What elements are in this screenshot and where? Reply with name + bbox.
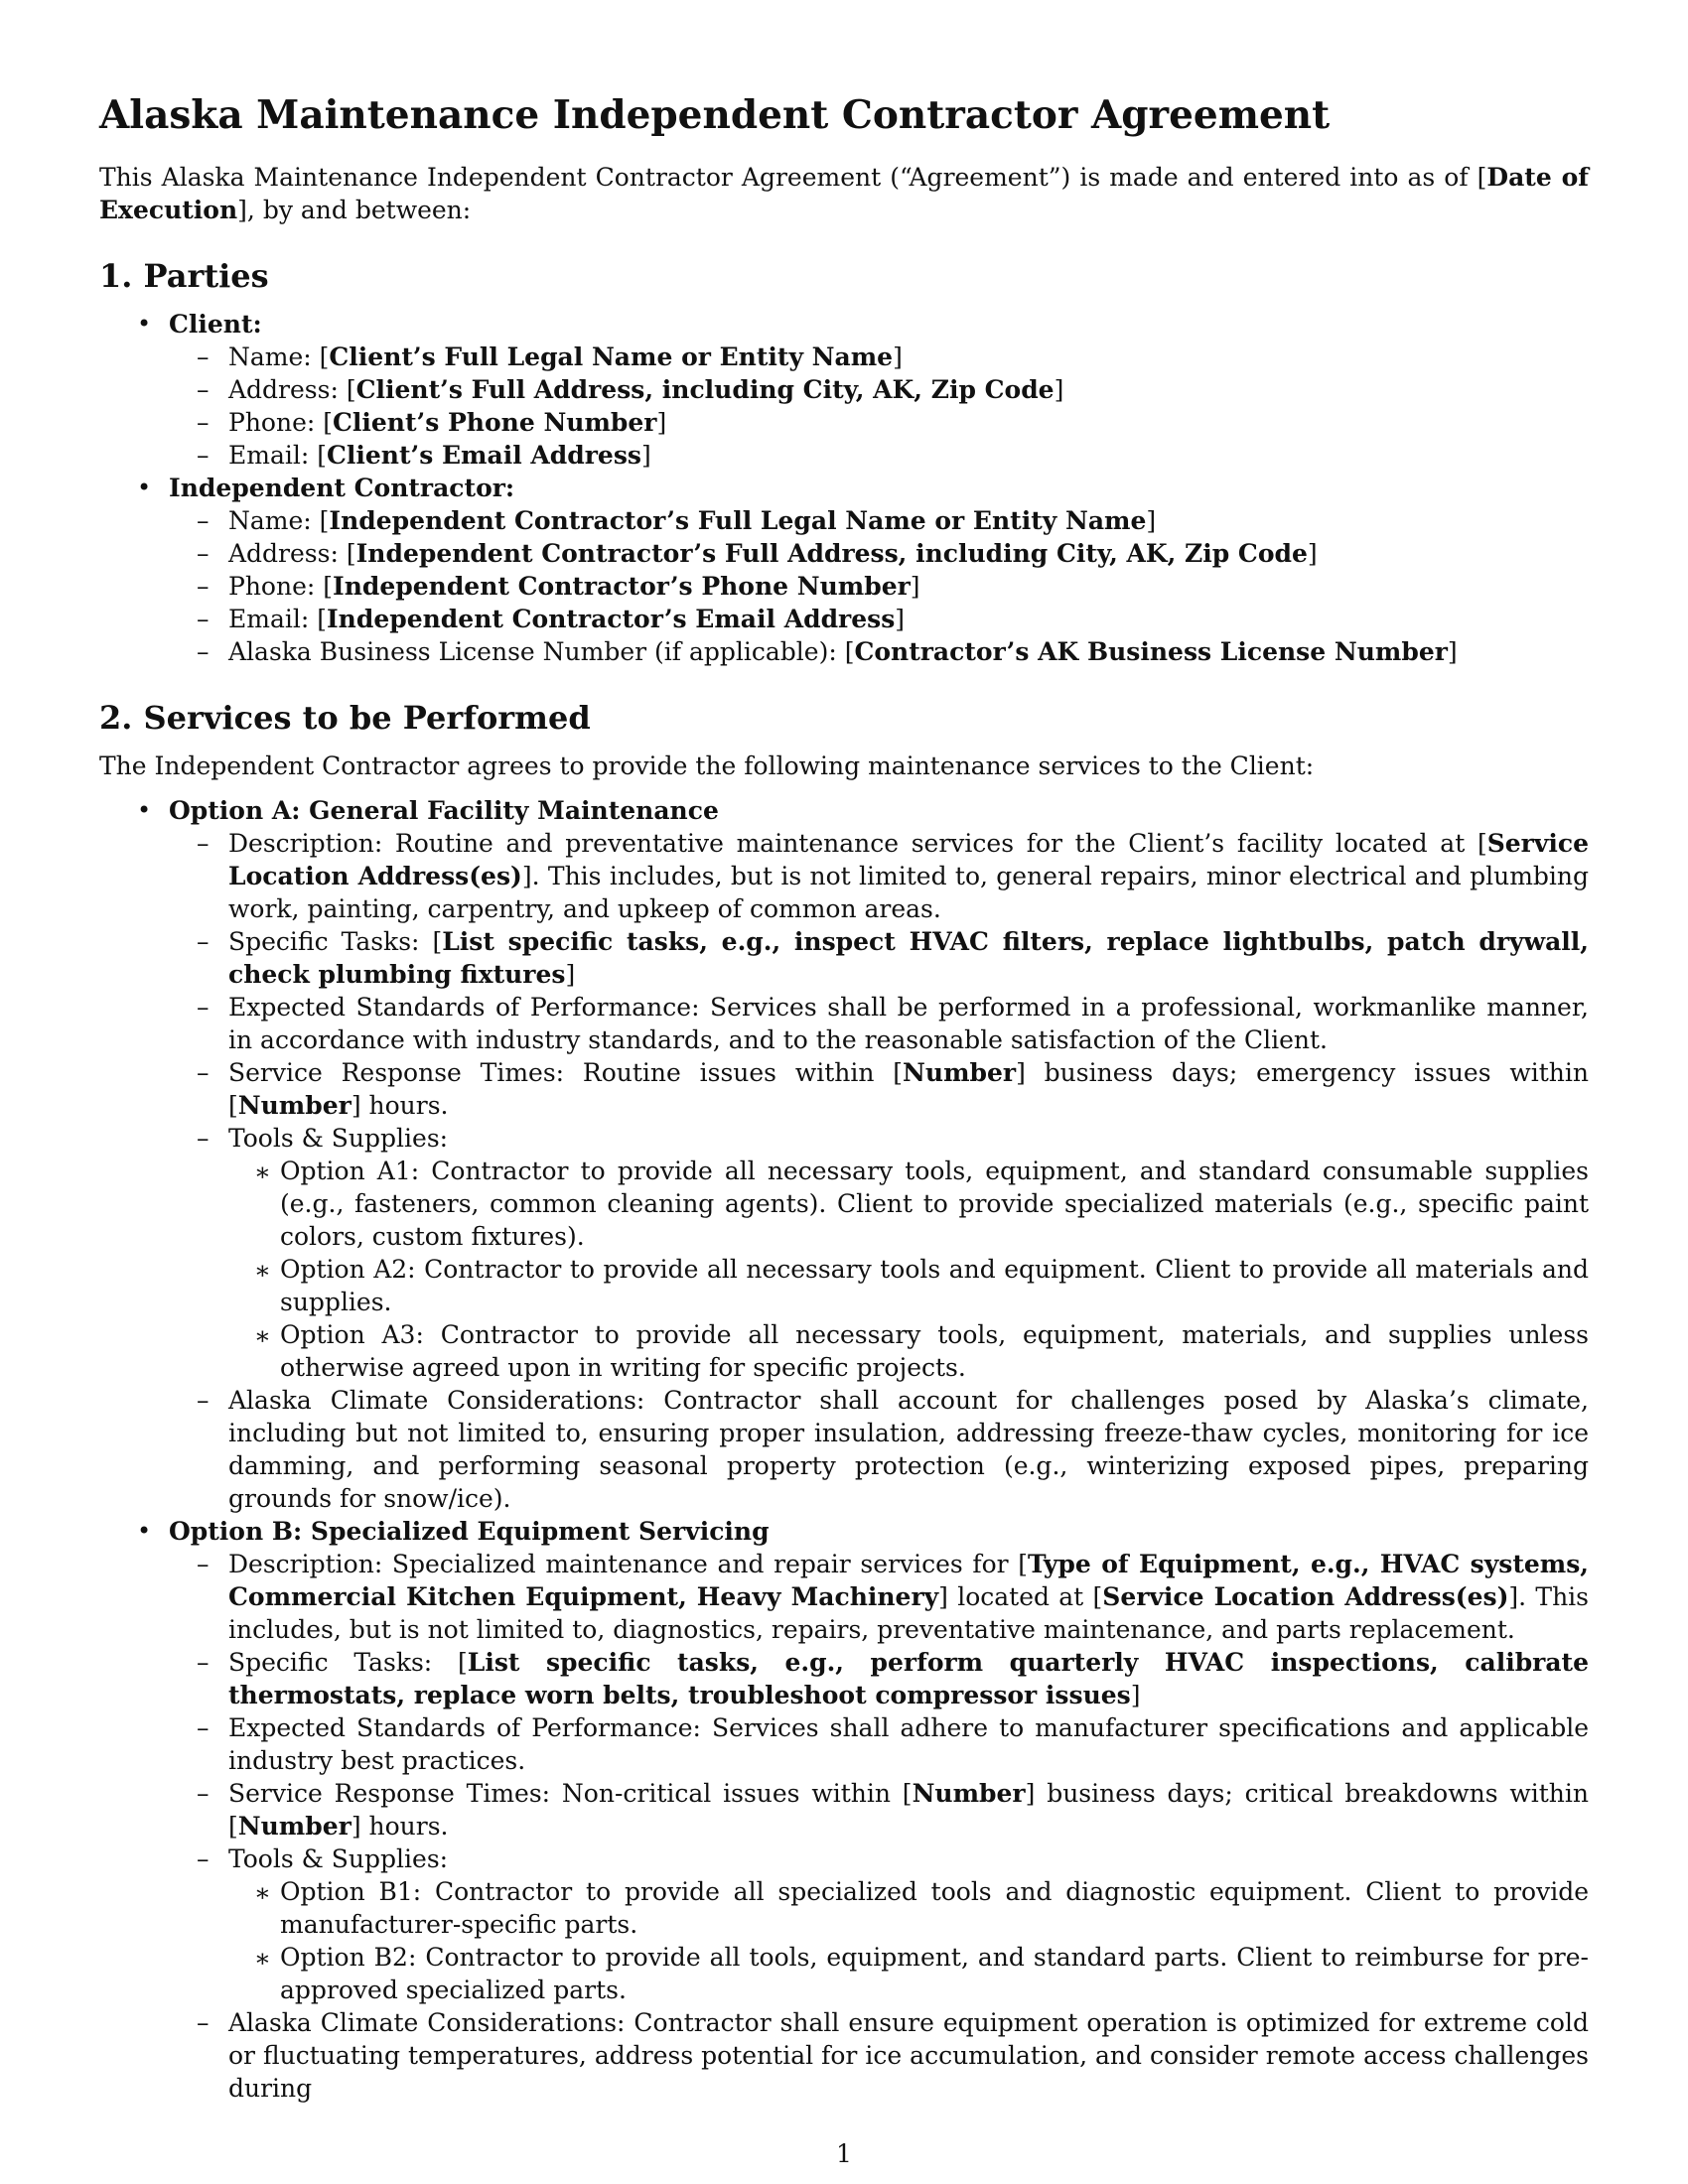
field-placeholder: Independent Contractor’s Full Address, including City, AK, Zip Code bbox=[355, 539, 1308, 568]
option-b-description bbox=[169, 1548, 1589, 1646]
text: Specific Tasks: [ bbox=[228, 1648, 468, 1677]
client-email-field bbox=[169, 439, 1589, 472]
services-intro: The Independent Contractor agrees to provide the following maintenance services to the Client: bbox=[99, 751, 1315, 780]
party-client bbox=[99, 308, 1589, 472]
section-heading-parties: 1. Parties bbox=[99, 257, 269, 295]
field-placeholder: Independent Contractor’s Email Address bbox=[326, 605, 896, 633]
field-end: ] bbox=[910, 572, 920, 601]
field-end: ] bbox=[1307, 539, 1318, 568]
field-placeholder: Client’s Email Address bbox=[326, 441, 641, 470]
text: Description: Specialized maintenance and repair services for [ bbox=[228, 1550, 1029, 1578]
option-b-climate: – Alaska Climate Considerations: Contractor shall ensure equipment operation is optimized for extreme cold or fluctuating temperatures, address potential for ice accumulation, and consider remote access challenges during bbox=[169, 2006, 1589, 2105]
field-placeholder: Independent Contractor’s Full Legal Name or Entity Name bbox=[329, 506, 1147, 535]
option-a-response-times bbox=[169, 1056, 1589, 1122]
field-end: ] bbox=[1146, 506, 1157, 535]
option-a bbox=[99, 794, 1589, 1515]
placeholder: Number bbox=[903, 1058, 1017, 1087]
client-fields bbox=[169, 341, 1589, 472]
placeholder: Service Location Address(es) bbox=[228, 829, 1589, 890]
option-b-tools bbox=[169, 1843, 1589, 2006]
option-a-items bbox=[169, 827, 1589, 1515]
text: ] bbox=[565, 960, 576, 989]
text: Description: Routine and preventative maintenance services for the Client’s facility located at [ bbox=[228, 829, 1487, 858]
field-label: Email: [ bbox=[228, 441, 327, 470]
placeholder: Number bbox=[237, 1091, 352, 1120]
text: ]. This includes, but is not limited to, diagnostics, repairs, preventative maintenance, and parts replacement. bbox=[228, 1582, 1590, 1644]
field-placeholder: Contractor’s AK Business License Number bbox=[854, 637, 1448, 666]
placeholder: Service Location Address(es) bbox=[1102, 1582, 1509, 1611]
option-b bbox=[99, 1515, 1589, 2105]
tools-label: Tools & Supplies: bbox=[228, 1124, 449, 1153]
text: ]. This includes, but is not limited to, general repairs, minor electrical and plumbing work, painting, carpentry, and upkeep of common areas. bbox=[228, 862, 1589, 923]
option-b-items bbox=[169, 1548, 1589, 2105]
field-placeholder: Client’s Phone Number bbox=[333, 408, 657, 437]
field-label: Address: [ bbox=[228, 539, 356, 568]
text: ] bbox=[1130, 1681, 1141, 1709]
text: Specific Tasks: [ bbox=[228, 927, 443, 956]
option-a1: ∗ Option A1: Contractor to provide all necessary tools, equipment, and standard consumable supplies (e.g., fasteners, common cleaning agents). Client to provide specialized materials (e.g., specific paint colors, custom fixtures). bbox=[228, 1155, 1589, 1253]
date-placeholder: Date of Execution bbox=[99, 163, 1589, 224]
field-end: ] bbox=[895, 605, 906, 633]
option-b-label: Option B: Specialized Equipment Servicing bbox=[169, 1517, 770, 1546]
option-a-tools bbox=[169, 1122, 1589, 1384]
placeholder: List specific tasks, e.g., perform quarterly HVAC inspections, calibrate thermostats, replace worn belts, troubleshoot compressor issues bbox=[228, 1648, 1589, 1709]
option-a3: ∗ Option A3: Contractor to provide all necessary tools, equipment, materials, and supplies unless otherwise agreed upon in writing for specific projects. bbox=[228, 1318, 1589, 1384]
field-label: Phone: [ bbox=[228, 572, 333, 601]
contractor-name-field bbox=[169, 504, 1589, 537]
option-b2: ∗ Option B2: Contractor to provide all tools, equipment, and standard parts. Client to reimburse for pre-approved specialized parts. bbox=[228, 1941, 1589, 2006]
field-end: ] bbox=[1054, 375, 1064, 404]
contractor-label: Independent Contractor: bbox=[169, 474, 515, 502]
field-label: Address: [ bbox=[228, 375, 356, 404]
contractor-fields bbox=[169, 504, 1589, 668]
field-end: ] bbox=[656, 408, 667, 437]
parties-list bbox=[99, 308, 1589, 668]
text: ] business days; critical breakdowns within [ bbox=[228, 1779, 1589, 1841]
text: ] hours. bbox=[351, 1091, 449, 1120]
field-label: Alaska Business License Number (if applicable): [ bbox=[228, 637, 855, 666]
intro-tail: ], by and between: bbox=[237, 196, 472, 224]
text: Service Response Times: Routine issues within [ bbox=[228, 1058, 904, 1087]
field-placeholder: Client’s Full Legal Name or Entity Name bbox=[329, 342, 894, 371]
contractor-phone-field bbox=[169, 570, 1589, 603]
field-label: Email: [ bbox=[228, 605, 327, 633]
option-a-standards: – Expected Standards of Performance: Services shall be performed in a professional, workmanlike manner, in accordance with industry standards, and to the reasonable satisfaction of the Client. bbox=[169, 991, 1589, 1056]
intro-paragraph bbox=[99, 161, 1589, 226]
field-end: ] bbox=[1447, 637, 1458, 666]
client-name-field bbox=[169, 341, 1589, 373]
document-title: Alaska Maintenance Independent Contractor Agreement bbox=[99, 92, 1331, 138]
page-number: 1 bbox=[836, 2139, 852, 2168]
contractor-license-field bbox=[169, 635, 1589, 668]
option-a2: ∗ Option A2: Contractor to provide all necessary tools and equipment. Client to provide all materials and supplies. bbox=[228, 1253, 1589, 1318]
placeholder: Type of Equipment, e.g., HVAC systems, Commercial Kitchen Equipment, Heavy Machinery bbox=[228, 1550, 1590, 1611]
text: Service Response Times: Non-critical issues within [ bbox=[228, 1779, 913, 1808]
placeholder: Number bbox=[237, 1812, 352, 1841]
option-b-standards: – Expected Standards of Performance: Services shall adhere to manufacturer specifications and applicable industry best practices. bbox=[169, 1711, 1589, 1777]
field-end: ] bbox=[640, 441, 651, 470]
field-placeholder: Independent Contractor’s Phone Number bbox=[333, 572, 911, 601]
text: ] located at [ bbox=[938, 1582, 1103, 1611]
intro-text: This Alaska Maintenance Independent Contractor Agreement (“Agreement”) is made and entered into as of [ bbox=[99, 163, 1487, 192]
field-label: Name: [ bbox=[228, 506, 330, 535]
option-a-climate: – Alaska Climate Considerations: Contractor shall account for challenges posed by Alaska’s climate, including but not limited to, ensuring proper insulation, addressing freeze-thaw cycles, monitoring for ice damming, and performing seasonal property protection (e.g., winterizing exposed pipes, preparing grounds for snow/ice). bbox=[169, 1384, 1589, 1515]
contractor-email-field bbox=[169, 603, 1589, 635]
contractor-address-field bbox=[169, 537, 1589, 570]
option-b-response-times bbox=[169, 1777, 1589, 1843]
document-page bbox=[99, 77, 1589, 2105]
option-a-tasks bbox=[169, 925, 1589, 991]
client-phone-field bbox=[169, 406, 1589, 439]
option-b-tasks bbox=[169, 1646, 1589, 1711]
section-heading-services: 2. Services to be Performed bbox=[99, 699, 591, 737]
field-label: Phone: [ bbox=[228, 408, 333, 437]
client-address-field bbox=[169, 373, 1589, 406]
tools-label: Tools & Supplies: bbox=[228, 1844, 449, 1873]
placeholder: List specific tasks, e.g., inspect HVAC filters, replace lightbulbs, patch drywall, check plumbing fixtures bbox=[228, 927, 1589, 989]
text: ] business days; emergency issues within [ bbox=[228, 1058, 1590, 1120]
option-a-description bbox=[169, 827, 1589, 925]
client-label: Client: bbox=[169, 310, 262, 339]
service-options-list bbox=[99, 794, 1589, 2105]
field-label: Name: [ bbox=[228, 342, 330, 371]
option-b1: ∗ Option B1: Contractor to provide all specialized tools and diagnostic equipment. Client to provide manufacturer-specific parts. bbox=[228, 1875, 1589, 1941]
party-contractor bbox=[99, 472, 1589, 668]
field-placeholder: Client’s Full Address, including City, AK, Zip Code bbox=[355, 375, 1055, 404]
placeholder: Number bbox=[912, 1779, 1026, 1808]
option-a-label: Option A: General Facility Maintenance bbox=[169, 796, 719, 825]
option-a-tools-list bbox=[228, 1155, 1589, 1384]
option-b-tools-list bbox=[228, 1875, 1589, 2006]
text: ] hours. bbox=[351, 1812, 449, 1841]
field-end: ] bbox=[893, 342, 903, 371]
